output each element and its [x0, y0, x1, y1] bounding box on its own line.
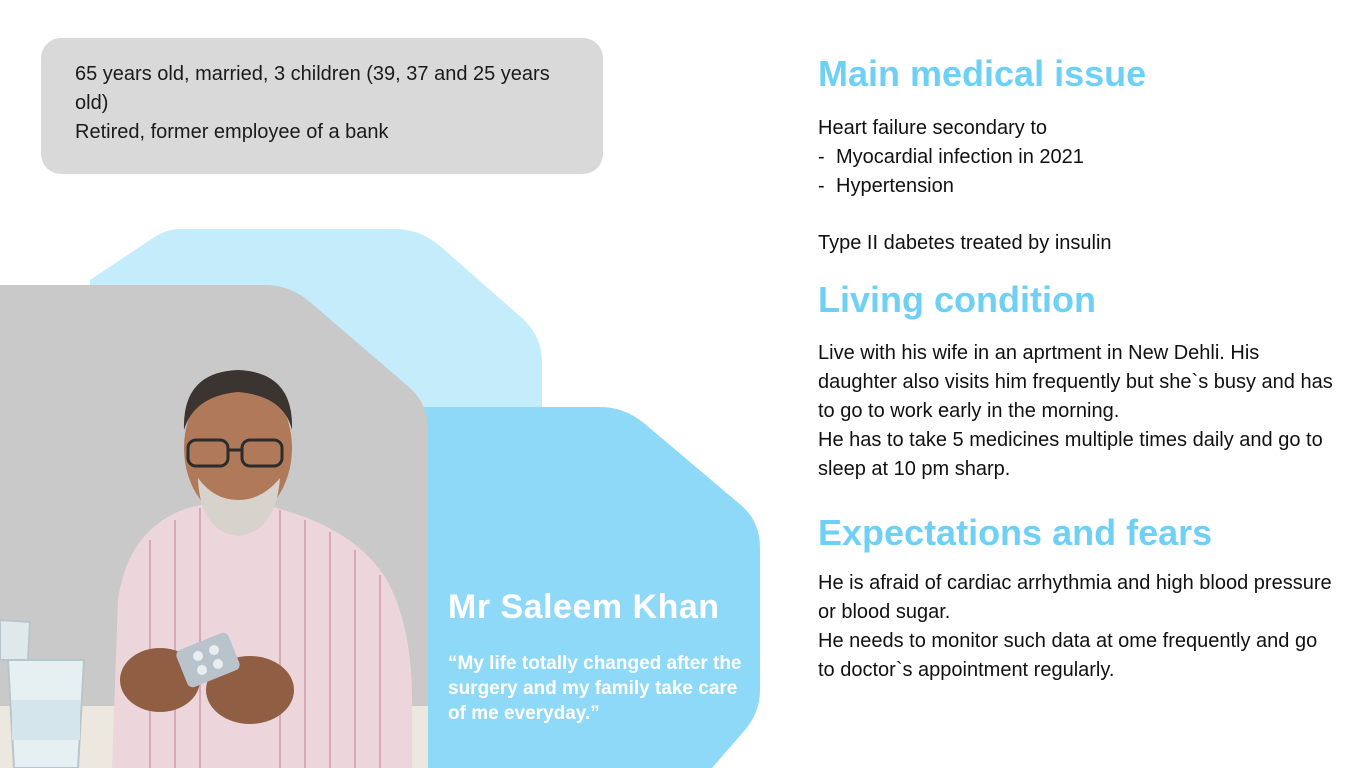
profile-age-family: 65 years old, married, 3 children (39, 37 and 25 years old)	[75, 63, 550, 114]
medical-bullet: - Myocardial infection in 2021	[818, 146, 1084, 168]
expectations-heading: Expectations and fears	[818, 512, 1213, 553]
water-glass	[8, 660, 84, 768]
jug-edge	[0, 620, 30, 660]
expectations-section	[818, 569, 1338, 685]
medical-section	[818, 114, 1338, 258]
medical-heading: Main medical issue	[818, 53, 1147, 94]
living-text: He has to take 5 medicines multiple times daily and go to sleep at 10 pm sharp.	[818, 429, 1323, 480]
medical-intro: Heart failure secondary to	[818, 117, 1048, 139]
living-text: Live with his wife in an aprtment in New Dehli. His daughter also visits him frequently but she`s busy and has to go to work early in the morning.	[818, 342, 1333, 422]
living-heading: Living condition	[818, 279, 1096, 320]
medical-bullet: - Hypertension	[818, 175, 954, 197]
profile-occupation: Retired, former employee of a bank	[75, 121, 389, 143]
persona-name: Mr Saleem Khan	[448, 588, 720, 626]
expectations-text: He is afraid of cardiac arrhythmia and high blood pressure or blood sugar.	[818, 572, 1332, 623]
persona-quote: “My life totally changed after the surgery and my family take care of me everyday.”	[448, 653, 742, 724]
expectations-text: He needs to monitor such data at ome frequently and go to doctor`s appointment regularly.	[818, 630, 1318, 681]
medical-diabetes: Type II dabetes treated by insulin	[818, 232, 1112, 254]
living-section	[818, 339, 1338, 484]
